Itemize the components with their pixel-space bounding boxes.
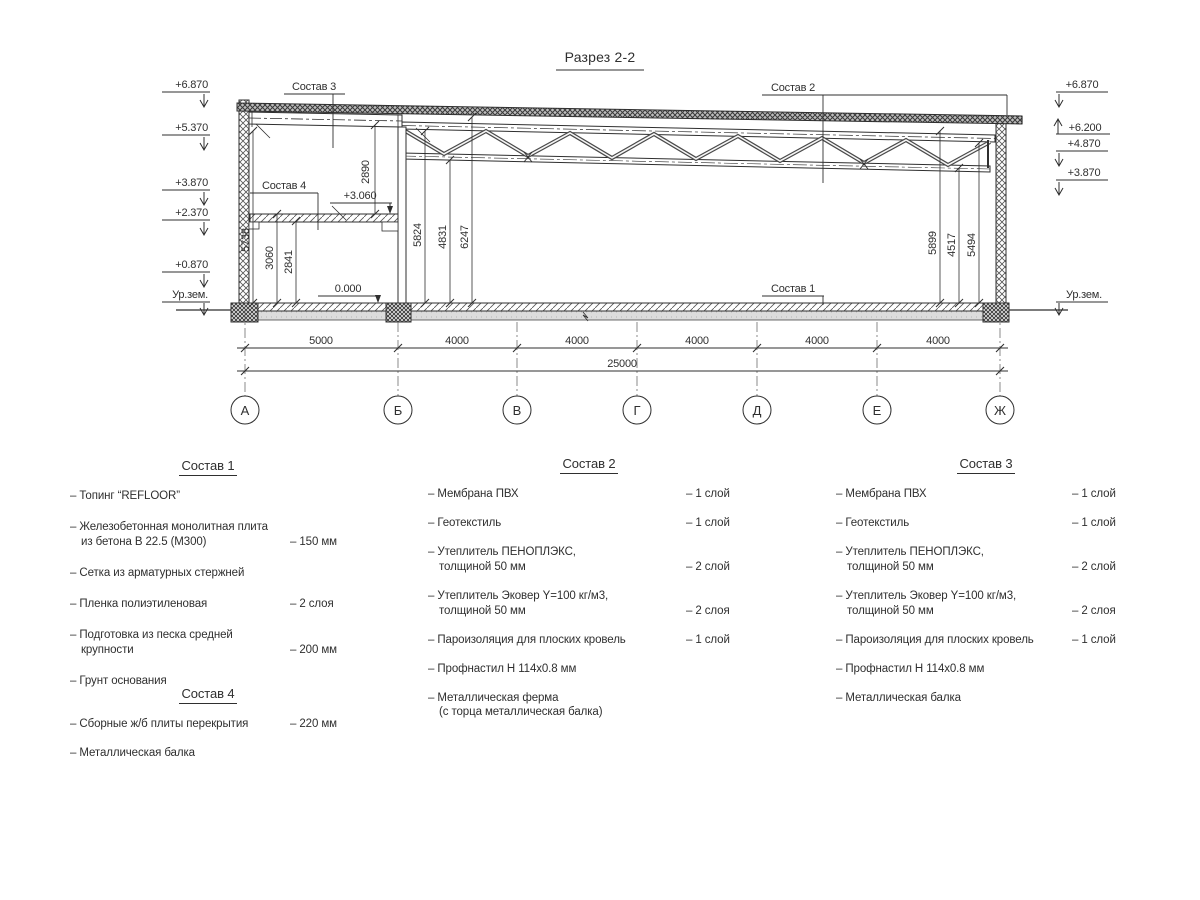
- elevation-mark: [162, 122, 210, 150]
- composition-item: – Геотекстиль – 1 слой: [836, 516, 1136, 531]
- elevation-mark: [162, 207, 210, 235]
- composition-item: – Мембрана ПВХ – 1 слой: [836, 487, 1136, 502]
- composition-item: – Утеплитель ПЕНОПЛЭКС, толщиной 50 мм – 2 слой: [836, 545, 1136, 575]
- svg-text:+3.870: +3.870: [175, 177, 208, 189]
- composition-list-3: [836, 456, 1136, 719]
- composition-item-value: – 220 мм: [290, 718, 337, 730]
- roof-truss: [402, 122, 995, 172]
- left-wall: [239, 100, 249, 303]
- axis-extension-lines: [245, 310, 1000, 396]
- composition-items: [836, 487, 1136, 705]
- elevation-mark: [1055, 79, 1108, 107]
- composition-item-value: – 2 слой: [686, 560, 730, 573]
- elevation-mark: [162, 177, 210, 205]
- composition-item: – Грунт основания: [70, 674, 167, 687]
- elevation-mark: [162, 79, 210, 107]
- composition-item: – Геотекстиль – 1 слой: [428, 516, 750, 531]
- svg-text:+3.060: +3.060: [343, 190, 377, 202]
- svg-text:Состав 3: Состав 3: [291, 81, 337, 93]
- svg-text:4000: 4000: [805, 335, 829, 347]
- composition-item-value: – 1 слой: [1072, 516, 1116, 529]
- footing-b: [386, 303, 411, 322]
- svg-text:Ж: Ж: [993, 403, 1007, 418]
- svg-text:Состав 1: Состав 1: [770, 283, 816, 295]
- composition-items: [70, 489, 346, 689]
- svg-text:В: В: [512, 403, 522, 418]
- composition-item: – Пленка полиэтиленовая – 2 слоя: [70, 597, 346, 612]
- svg-text:+3.870: +3.870: [1067, 167, 1101, 179]
- right-wall: [996, 122, 1006, 303]
- elevation-mark: [162, 259, 210, 287]
- composition-item: – Профнастил Н 114х0.8 мм: [836, 662, 985, 675]
- composition-list-2: [428, 456, 750, 734]
- svg-text:5738: 5738: [240, 228, 252, 252]
- axis-bubble-zh: [986, 396, 1014, 424]
- dimension-line-segments: [237, 335, 1008, 352]
- composition-title: Состав 4: [70, 686, 346, 701]
- svg-text:Е: Е: [872, 403, 882, 418]
- svg-text:4000: 4000: [685, 335, 709, 347]
- svg-text:25000: 25000: [607, 358, 637, 370]
- svg-text:Г: Г: [633, 403, 641, 418]
- svg-text:5000: 5000: [309, 335, 333, 347]
- composition-item: – Металлическая балка: [836, 691, 961, 704]
- composition-item: – Утеплитель ПЕНОПЛЭКС, толщиной 50 мм – 2 слой: [428, 545, 750, 575]
- elevation-mark-ground: [1055, 289, 1108, 315]
- composition-item: – Мембрана ПВХ – 1 слой: [428, 487, 750, 502]
- composition-item: – Сборные ж/б плиты перекрытия – 220 мм: [70, 717, 346, 732]
- svg-text:2890: 2890: [360, 160, 372, 184]
- composition-item: – Металлическая ферма (с торца металлическая балка): [428, 691, 603, 719]
- composition-item-value: – 1 слой: [1072, 633, 1116, 646]
- svg-text:6247: 6247: [459, 225, 471, 249]
- svg-text:Состав 4: Состав 4: [261, 180, 307, 192]
- svg-text:+2.370: +2.370: [175, 207, 208, 219]
- composition-item: – Пароизоляция для плоских кровель – 1 слой: [428, 633, 750, 648]
- drawing-title: [556, 49, 644, 70]
- composition-item-value: – 200 мм: [290, 643, 337, 656]
- axis-bubble-g: [623, 396, 651, 424]
- composition-item-value: – 2 слой: [1072, 560, 1116, 573]
- composition-item: – Железобетонная монолитная плита из бетона В 22.5 (М300) – 150 мм: [70, 520, 346, 550]
- roof-beam-left-bay: [249, 112, 402, 127]
- composition-item: – Профнастил Н 114х0.8 мм: [428, 662, 577, 675]
- elevation-mark: [1055, 138, 1108, 166]
- composition-item-value: – 150 мм: [290, 535, 337, 548]
- svg-text:4517: 4517: [946, 233, 958, 257]
- composition-item: – Сетка из арматурных стержней: [70, 566, 245, 579]
- composition-title: Состав 1: [70, 458, 346, 473]
- elevation-mark-up: [1054, 119, 1110, 134]
- composition-item-value: – 1 слой: [686, 488, 730, 500]
- level-mark-floor: [318, 283, 381, 303]
- svg-text:4000: 4000: [565, 335, 589, 347]
- svg-text:Ур.зем.: Ур.зем.: [1066, 289, 1102, 301]
- floor-slab: [231, 303, 1009, 322]
- composition-item-value: – 2 слоя: [1072, 604, 1116, 617]
- elevation-marks-right: [1054, 79, 1110, 315]
- composition-item-value: – 1 слой: [686, 516, 730, 529]
- composition-list-1: [70, 458, 346, 705]
- composition-item-value: – 2 слоя: [686, 604, 730, 617]
- footing-g: [983, 303, 1009, 322]
- elevation-mark-ground: [162, 289, 210, 315]
- composition-item-value: – 1 слой: [686, 633, 730, 646]
- composition-item: – Топинг “REFLOOR”: [70, 490, 180, 502]
- axis-bubble-a: [231, 396, 259, 424]
- svg-text:+6.870: +6.870: [175, 79, 208, 91]
- callout-sostav1: [762, 283, 824, 305]
- page-title: Разрез 2-2: [564, 49, 636, 65]
- svg-text:3060: 3060: [264, 246, 276, 270]
- axis-bubble-e: [863, 396, 891, 424]
- svg-text:+4.870: +4.870: [1067, 138, 1101, 150]
- svg-text:А: А: [240, 403, 250, 418]
- svg-text:+5.370: +5.370: [175, 122, 208, 134]
- elevation-marks-left: [162, 79, 210, 315]
- column-b: [398, 127, 406, 303]
- svg-text:0.000: 0.000: [334, 283, 362, 295]
- svg-text:Состав 2: Состав 2: [770, 82, 816, 94]
- svg-text:4000: 4000: [445, 335, 469, 347]
- svg-text:+6.870: +6.870: [1065, 79, 1099, 91]
- svg-text:5899: 5899: [927, 231, 939, 255]
- axis-bubble-v: [503, 396, 531, 424]
- level-mark-slab: [330, 190, 393, 214]
- composition-list-4: [70, 686, 346, 775]
- axis-bubble-b: [384, 396, 412, 424]
- svg-text:Ур.зем.: Ур.зем.: [172, 289, 208, 301]
- svg-text:4831: 4831: [437, 225, 449, 249]
- svg-text:5494: 5494: [966, 233, 978, 257]
- svg-text:Б: Б: [393, 403, 403, 418]
- svg-text:2841: 2841: [283, 250, 295, 274]
- svg-text:+0.870: +0.870: [175, 259, 208, 271]
- axis-bubbles: [231, 396, 1014, 424]
- footing-a: [231, 303, 258, 322]
- composition-title: Состав 3: [836, 456, 1136, 471]
- composition-item: – Утеплитель Эковер Y=100 кг/м3, толщиной 50 мм – 2 слоя: [836, 589, 1136, 619]
- composition-item: – Металлическая балка: [70, 746, 195, 759]
- vertical-dimensions: [249, 113, 983, 307]
- composition-items: [70, 717, 346, 761]
- svg-text:+6.200: +6.200: [1068, 122, 1102, 134]
- composition-item: – Утеплитель Эковер Y=100 кг/м3, толщиной 50 мм – 2 слоя: [428, 589, 750, 619]
- axis-bubble-d: [743, 396, 771, 424]
- composition-item: – Пароизоляция для плоских кровель – 1 слой: [836, 633, 1136, 648]
- composition-item: – Подготовка из песка средней крупности – 200 мм: [70, 628, 346, 658]
- elevation-mark: [1055, 167, 1108, 195]
- svg-text:4000: 4000: [926, 335, 950, 347]
- svg-text:Д: Д: [752, 403, 762, 418]
- composition-title: Состав 2: [428, 456, 750, 471]
- composition-item-value: – 2 слоя: [290, 597, 334, 610]
- composition-item-value: – 1 слой: [1072, 488, 1116, 500]
- composition-items: [428, 487, 750, 720]
- dimension-line-total: [237, 358, 1008, 375]
- svg-text:5824: 5824: [412, 223, 424, 247]
